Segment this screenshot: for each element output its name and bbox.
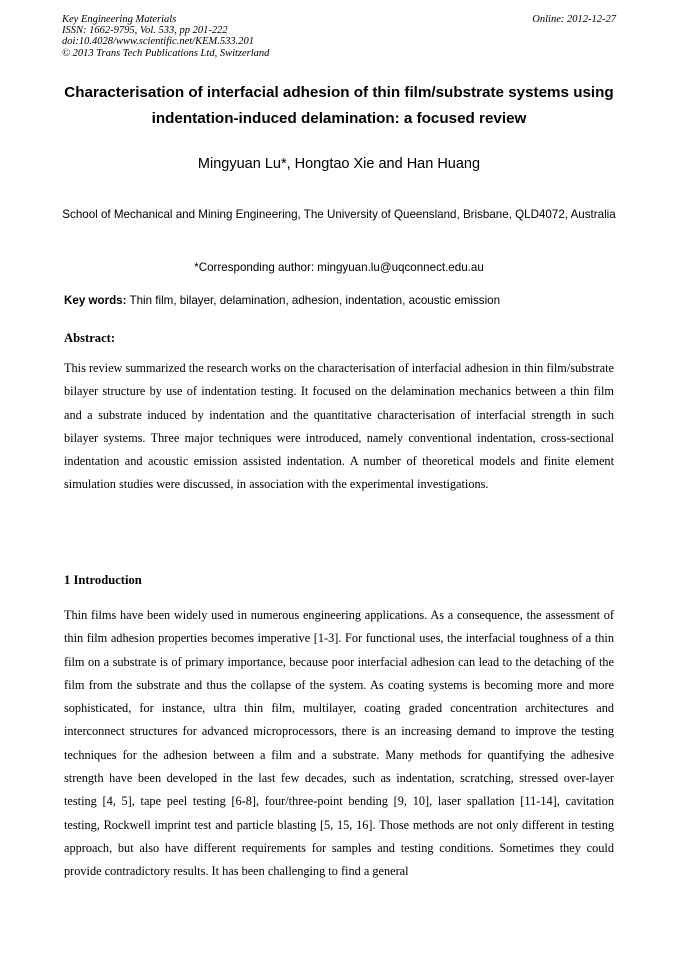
keywords xyxy=(64,292,624,310)
author-list: Mingyuan Lu*, Hongtao Xie and Han Huang xyxy=(197,156,481,172)
online-date-header xyxy=(532,14,616,25)
journal-header xyxy=(62,14,269,59)
abstract-heading: Abstract: xyxy=(64,331,116,345)
introduction-text: Thin films have been widely used in numerous engineering applications. As a consequence, the assessment of thin film adhesion properties becomes imperative [1-3]. For functional uses, the interfacial toughness of a thin film on a substrate is of primary importance, because poor interfacial adhesion can lead to the detaching of the film from the substrate and thus the collapse of the system. As coating systems is becoming more and more sophisticated, for instance, ultra thin film, multilayer, coating graded concentration architectures and interconnect structures for advanced microprocessors, there is an increasing demand to improve the testing techniques for the adhesion between a film and a substrate. Many methods for quantifying the adhesive strength have been developed in the last few decades, such as indentation, scratching, stressed over-layer testing [4, 5], tape peel testing [6-8], four/three-point bending [9, 10], laser spallation [11-14], cavitation testing, Rockwell imprint test and particle blasting [5, 15, 16]. Those methods are not only different in testing approach, but also have different requirements for samples and testing conditions. Sometimes they could provide contradictory results. It has been challenging to find a general xyxy=(64,608,614,879)
affiliation: School of Mechanical and Mining Engineering, The University of Queensland, Brisbane, QLD4072, Australia xyxy=(62,208,616,221)
issn-line: ISSN: 1662-9795, Vol. 533, pp 201-222 xyxy=(62,25,228,37)
keywords-text: Thin film, bilayer, delamination, adhesion, indentation, acoustic emission xyxy=(129,294,501,307)
corresponding-author: *Corresponding author: mingyuan.lu@uqconnect.edu.au xyxy=(194,261,484,274)
keywords-label: Key words: xyxy=(64,294,127,307)
introduction-heading: 1 Introduction xyxy=(64,573,142,587)
online-date: Online: 2012-12-27 xyxy=(532,14,616,25)
journal-name: Key Engineering Materials xyxy=(62,14,177,25)
doi-line: doi:10.4028/www.scientific.net/KEM.533.201 xyxy=(62,36,254,48)
paper-title: Characterisation of interfacial adhesion of thin film/substrate systems using indentation-induced delamination: a focused review xyxy=(64,84,614,127)
abstract-text: This review summarized the research works on the characterisation of interfacial adhesion in thin film/substrate bilayer structure by use of indentation testing. It focused on the delamination mechanics between a thin film and a substrate induced by indentation and the quantitative characterisation of interfacial strength in such bilayer systems. Three major techniques were introduced, namely conventional indentation, cross-sectional indentation and acoustic emission assisted indentation. A number of theoretical models and finite element simulation studies were discussed, in association with the experimental investigations. xyxy=(64,361,614,492)
copyright-line: © 2013 Trans Tech Publications Ltd, Switzerland xyxy=(62,47,270,59)
